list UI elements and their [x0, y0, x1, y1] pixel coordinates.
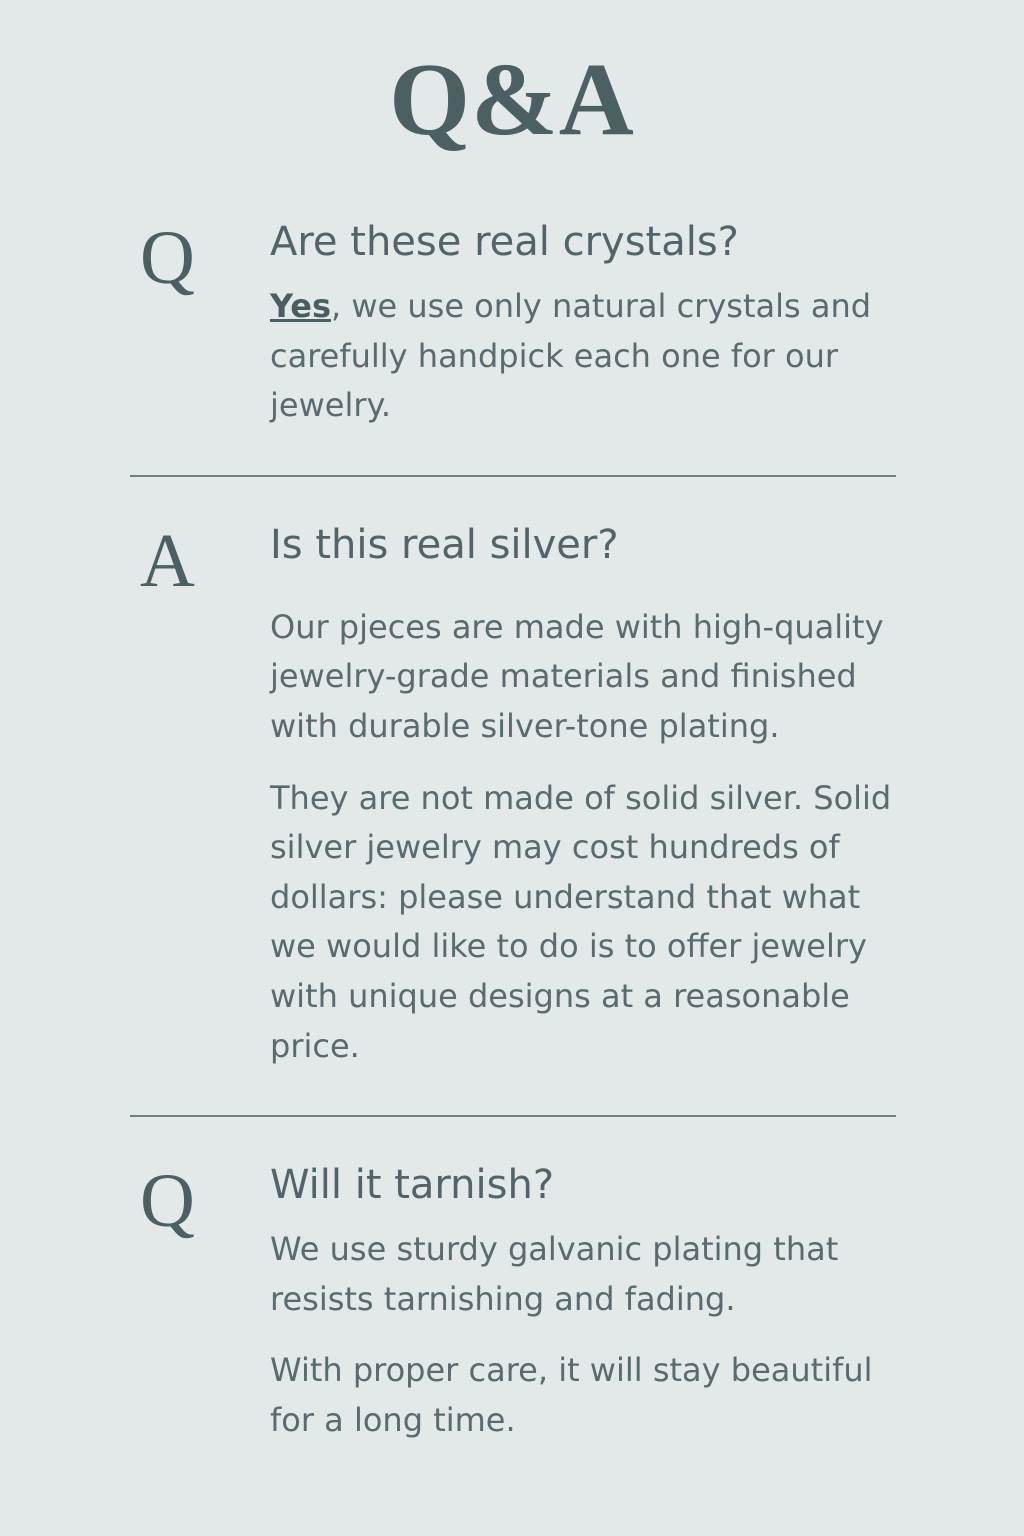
qa-entry-body: [270, 521, 896, 1071]
qa-entry: [0, 518, 1024, 1071]
qa-entry: [0, 1161, 1024, 1445]
qa-answer-paragraph: They are not made of solid silver. Solid silver jewelry may cost hundreds of dollars: please understand that what we would like to do is to offer jewelry with unique designs at a reasonable price.: [270, 778, 892, 1065]
qa-marker-letter: Q: [140, 1159, 195, 1244]
qa-answer-paragraph: [270, 282, 896, 431]
qa-answer-paragraph: With proper care, it will stay beautiful for a long time.: [270, 1351, 873, 1439]
qa-answer-text: , we use only natural crystals and carefully handpick each one for our jewelry.: [270, 287, 872, 425]
qa-question: Will it tarnish?: [270, 1162, 555, 1209]
qa-entry-body: [270, 1161, 896, 1445]
section-divider: [130, 475, 896, 477]
qa-question: Is this real silver?: [270, 521, 619, 568]
qa-answer-paragraph: Our pjeces are made with high-quality jewelry-grade materials and finished with durable silver-tone plating.: [270, 607, 884, 745]
section-divider: [130, 1115, 896, 1117]
spacer: [270, 585, 896, 603]
qa-marker-letter: A: [140, 518, 195, 603]
qa-entry: [0, 218, 1024, 431]
qa-answer-paragraph: We use sturdy galvanic plating that resists tarnishing and fading.: [270, 1230, 839, 1318]
qa-list: [0, 218, 1024, 1446]
qa-question: Are these real crystals?: [270, 219, 739, 265]
qa-marker-letter: Q: [140, 216, 195, 300]
qa-entry-body: [270, 218, 896, 431]
page-title: Q&A: [389, 42, 635, 157]
qa-answer-emphasis: Yes: [270, 287, 331, 325]
